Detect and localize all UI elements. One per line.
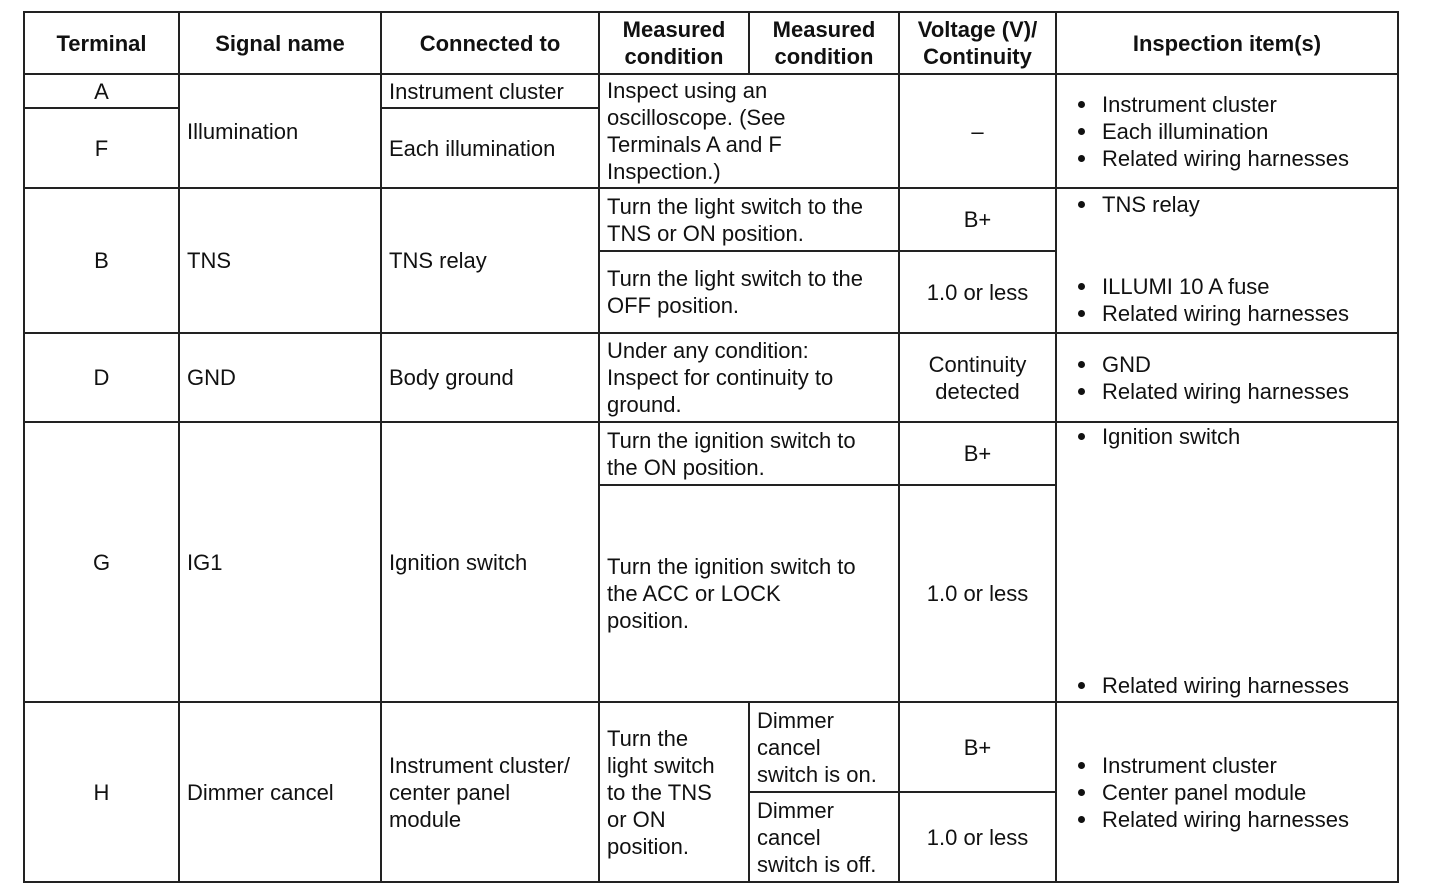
terminal-g-cell: G bbox=[24, 422, 179, 702]
header-signal-name: Signal name bbox=[179, 12, 381, 74]
inspection-items-d bbox=[1056, 333, 1398, 422]
connected-each-illumination: Each illumination bbox=[381, 108, 599, 188]
signal-gnd: GND bbox=[179, 333, 381, 422]
header-inspection-items: Inspection item(s) bbox=[1056, 12, 1398, 74]
terminal-inspection-table bbox=[23, 11, 1399, 883]
table-row-terminal-a bbox=[24, 74, 1398, 108]
signal-ig1: IG1 bbox=[179, 422, 381, 702]
terminal-a-cell: A bbox=[24, 74, 179, 108]
header-connected-to: Connected to bbox=[381, 12, 599, 74]
voltage-b-on: B+ bbox=[899, 188, 1056, 251]
list-item: TNS relay bbox=[1064, 191, 1390, 218]
list-item: ILLUMI 10 A fuse bbox=[1064, 273, 1390, 300]
voltage-d: Continuity detected bbox=[899, 333, 1056, 422]
table-row-terminal-b bbox=[24, 188, 1398, 251]
header-voltage-continuity: Voltage (V)/ Continuity bbox=[899, 12, 1056, 74]
terminal-b-cell: B bbox=[24, 188, 179, 333]
condition-h: Turn the light switch to the TNS or ON position. bbox=[599, 702, 749, 882]
list-item: Related wiring harnesses bbox=[1064, 300, 1390, 327]
condition-g-off: Turn the ignition switch to the ACC or LOCK position. bbox=[599, 485, 899, 702]
table-row-terminal-h bbox=[24, 702, 1398, 792]
list-item: GND bbox=[1064, 351, 1390, 378]
signal-illumination: Illumination bbox=[179, 74, 381, 188]
connected-instrument-cluster-center-panel: Instrument cluster/ center panel module bbox=[381, 702, 599, 882]
list-item: Ignition switch bbox=[1064, 423, 1390, 450]
inspection-items-b bbox=[1056, 188, 1398, 333]
inspection-items-h bbox=[1056, 702, 1398, 882]
connected-instrument-cluster: Instrument cluster bbox=[381, 74, 599, 108]
list-item: Related wiring harnesses bbox=[1064, 145, 1390, 172]
list-item: Related wiring harnesses bbox=[1064, 806, 1390, 833]
header-measured-condition-1: Measured condition bbox=[599, 12, 749, 74]
voltage-g-off: 1.0 or less bbox=[899, 485, 1056, 702]
condition-oscilloscope: Inspect using an oscilloscope. (See Terminals A and F Inspection.) bbox=[599, 74, 899, 188]
list-item: Each illumination bbox=[1064, 118, 1390, 145]
connected-body-ground: Body ground bbox=[381, 333, 599, 422]
inspection-items-g bbox=[1056, 422, 1398, 702]
signal-tns: TNS bbox=[179, 188, 381, 333]
connected-tns-relay: TNS relay bbox=[381, 188, 599, 333]
voltage-h-off: 1.0 or less bbox=[899, 792, 1056, 882]
header-terminal: Terminal bbox=[24, 12, 179, 74]
voltage-af: – bbox=[899, 74, 1056, 188]
table-row-terminal-g bbox=[24, 422, 1398, 485]
list-item: Related wiring harnesses bbox=[1064, 672, 1390, 699]
table-row-terminal-d bbox=[24, 333, 1398, 422]
list-item: Instrument cluster bbox=[1064, 752, 1390, 779]
condition-b-off: Turn the light switch to the OFF position. bbox=[599, 251, 899, 333]
voltage-h-on: B+ bbox=[899, 702, 1056, 792]
inspection-items-af bbox=[1056, 74, 1398, 188]
signal-dimmer-cancel: Dimmer cancel bbox=[179, 702, 381, 882]
list-item: Center panel module bbox=[1064, 779, 1390, 806]
list-item: Instrument cluster bbox=[1064, 91, 1390, 118]
condition-h-switch-off: Dimmer cancel switch is off. bbox=[749, 792, 899, 882]
terminal-f-cell: F bbox=[24, 108, 179, 188]
voltage-b-off: 1.0 or less bbox=[899, 251, 1056, 333]
terminal-h-cell: H bbox=[24, 702, 179, 882]
condition-h-switch-on: Dimmer cancel switch is on. bbox=[749, 702, 899, 792]
condition-g-on: Turn the ignition switch to the ON position. bbox=[599, 422, 899, 485]
header-measured-condition-2: Measured condition bbox=[749, 12, 899, 74]
connected-ignition-switch: Ignition switch bbox=[381, 422, 599, 702]
condition-d: Under any condition: Inspect for continuity to ground. bbox=[599, 333, 899, 422]
voltage-g-on: B+ bbox=[899, 422, 1056, 485]
condition-b-on: Turn the light switch to the TNS or ON position. bbox=[599, 188, 899, 251]
list-item: Related wiring harnesses bbox=[1064, 378, 1390, 405]
header-row bbox=[24, 12, 1398, 74]
terminal-d-cell: D bbox=[24, 333, 179, 422]
